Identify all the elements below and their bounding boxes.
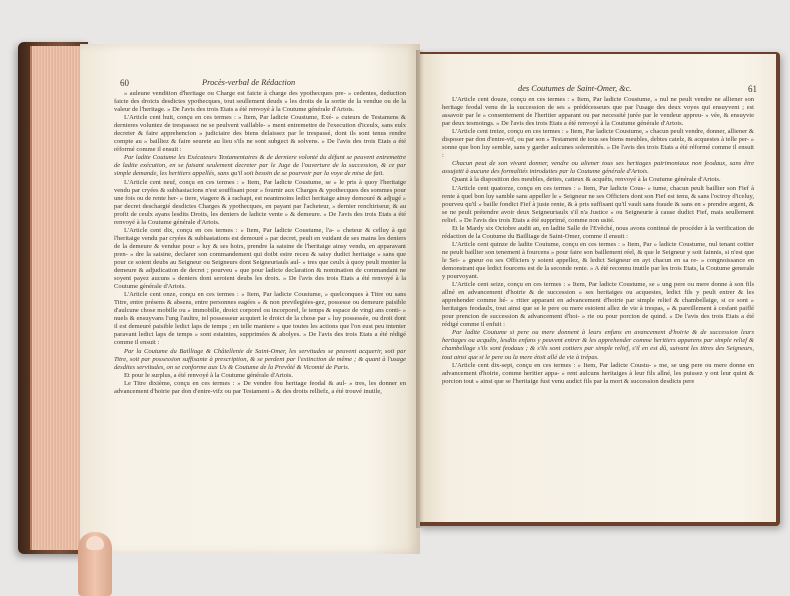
paragraph: L'Article cent huit, conçu en ces termes : » Item, Par ladicte Coustume, Exé- » cuteurs de Testamens & dernieres voluntez de trespassez ne se peulvent vaillable- » ment entremettre de l'execution d'iceulx, sans eulx decreter & faire apprehencion » judiciaire des biens delaissez par le trespassé, dont ils sont tenus rendre compte au » bailliez & faire seurete au lieu s'ils ne sont subgect & solvens. » De l'avis des trois Etats a été réformé comme il ensuit : <box>114 114 406 154</box>
paragraph: L'Article cent dix-sept, conçu en ces termes : » Item, Par ladicte Coustu- » me, se ung pere ou mere donne en advancement d'hoirie, comme heritier appa- » rent aulcuns heritaiges à leur fils allné, les puissez y ont leur quint & porcion tout » ainsi que se l'heritaige fust venu audict fils par la mort & succession desdicts pere <box>442 361 754 385</box>
paragraph: L'Article cent quatorze, conçu en ces termes : » Item, Par ladicte Cous- » tume, chacun peult baillier son Fief à rente à quel bon luy samble sans appeller le » Seigneur ne ses Officiers dont son Fief est tenu, & sans l'octroy d'iceluy, pourveu qu'il » baille fondict Fief à juste rente, & à pris suffisant qu'il vault sans fraude & sans en » prendre argent, & se ne peult prétendre avoir deux Seigneuriaulx s'il n'a Justice » ou Seigneurie à cause dudict Fief, mais seullement relief. » De l'avis des trois Etats a été supprimé, comme non usité. <box>442 184 754 224</box>
paragraph: L'Article cent douze, conçu en ces termes : » Item, Par ladicte Coustume, » nul ne peult vendre ne alliener son heritage feodal venu de la succession de ses » prédécesseurs que par l'usage des deux voyes qui ensuyvent ; est assavoir par le » consentement de l'heritier apparant ou par necessité jurée par le vendeur appreu- » vée, & ensuyvie par deux tesmoings. » De l'avis des trois Etats a été renvoyé à la Coutume générale d'Artois. <box>442 96 754 128</box>
paragraph: Par ladite Coutume si pere ou mere donnent à leurs enfans en avancement d'hoirie & de succession leurs heritages ou acquêts, lesdits enfans y peuvent entrer & les apprehender comme heritiers apparens par simple relief & chambellage s'ils sont feodaux ; & s'ils sont cottiers par simple relief, s'il en est dû, suivant les titres des Seigneurs, tout ainsi que si le pere ou la mere étoit allé de vie à trépas. <box>442 329 754 361</box>
paragraph: L'Article cent dix, conçu en ces termes : » Item, Par ladicte Coustume, l'a- » cheteur & celluy à qui l'heritaige vendu par cryées & subhastations est demouré » par decret, peult en vuidant de ses mains les deniers de la demeure & vendue pour » luy & ses hoirs, prendre la saisine de l'heritaige ainsy vendu, en apparavant pren- » dre la saisine, declarer son commandement qui doibt estre receu & saisy dudict heritaige » sans que pour ce soient deubs au Seigneur ou Seigneurs dont Seigneuriauls aul- » tres que ceulx à quoy peult monter la demeure & adjudication de decret ; pourveu » que pour ladicte declaration & nomination de commandant ne soyent payez aucuns » deniers dont seroient deubs les droix. » De l'avis des trois Etats a été renvoyé à la Coutume générale d'Artois. <box>114 226 406 291</box>
paragraph: Par la Coutume du Bailliage & Châtellenie de Saint-Omer, les servitudes se peuvent acquerir, soit par Titre, soit par possession suffisante à prescription, & se perdent par l'extinction de même ; & quant à l'usage desdites servitudes, on se conforme aux Us & Coutume de la Prevôté & Vicomté de Paris. <box>114 347 406 371</box>
paragraph: L'Article cent neuf, conçu en ces termes : » Item, Par ladicte Coustume, se » le pris à quoy l'heritaige vendu par cryées & subhastacions n'est souffisant pour » fournir aux Charges & ypothecques des sommes pour une fois ou de rente her- » tiere, viagere & à rachapt, est neantmoins ledict heritaige ainsy demouré & adjugé » par decret deschargié desdictes Charges & ypothecques, en payant par l'acheteur, » dernier renchiriseur, & au profit de ceulx ayans lesdits Droits, les deniers de ladicte vente » & demeure. » De l'avis des trois Etats a été renvoyé à la Coutume générale d'Artois. <box>114 178 406 226</box>
left-running-head: Procès-verbal de Rédaction <box>202 78 296 87</box>
paragraph: L'Article cent onze, conçu en ces termes : » Item, Par ladicte Coustume, » quelconques à Titre ou sans Titre, entre présens & absens, entre personnes eagées » & non previlegiées-gez, possesse ou demeure paisible d'aulcune chose mobille ou » immobille, droict corporel ou incorporel, le temps & espace de vingt ans conti- » nuels & ensuyvans l'ung l'aultre, tel possesseur acquiert le droict de la chose par » luy possessée, ou droit dont il est demeuré paisible ledict laps de temps ; en telle maniere » que toutes les actions que l'on eust peu intenter paravant ledict laps de temps » sont estaintes, supprimées & abolyes. » De l'avis des trois Etats a été rédigé comme il ensuit : <box>114 291 406 347</box>
paragraph: » auleune vendition d'heritage ou Charge est faicte à charge des ypothecques pre- » cedentes, deduction faicte des droicts desdictes ypothecques, tout seullement deuds » les droits de la sortie de la vendue ou de la valeur de l'heritage. » De l'avis des trois Etats a été renvoyé à la Coutume générale d'Artois. <box>114 90 406 114</box>
thumbnail <box>86 536 104 550</box>
right-page <box>420 54 776 522</box>
paragraph: L'Article cent quinze de ladite Coutume, conçu en ces termes : » Item, Par » ladicte Coustume, nul tenant cottier ne peult baillier son tenement à fourcens » pour faire son baillement réel, & que le Seigneur y soit fainnis, si n'est que le Sei- » gneur ou ses Officiers y soient appellez, & ledict Seigneur en ayt chacun en sa re- » congnoissance en demonstrant que ledict fourcens est de la seconde rente. » A été reconnu inutile par les trois Etats, la Coutume generale y pourvoyant. <box>442 240 754 281</box>
paragraph: L'Article cent treize, conçu en ces termes : » Item, Par ladicte Coustume, » chacun peult vendre, donner, alliener & disposer par don d'entre-vif, ou par son » Testament de tous ses biens meubles, debtes catelz, & acquestes à telle per- » sonne que bon luy semble, sans y garder aulcunes solemnités. » De l'avis des trois Etats a été réformé comme il ensuit : <box>442 128 754 160</box>
left-page <box>80 44 420 554</box>
right-running-head: des Coutumes de Saint-Omer, &c. <box>518 84 632 93</box>
paragraph: Le Titre dixième, conçu en ces termes : » De vendre fou heritage feodal & aul- » tres, les donner en advancement d'hoirie par don d'entre-vifz ou par Testament » & des droits relliefz, a été trouvé inutile, <box>114 379 406 395</box>
paragraph: Quant à la disposition des meubles, dettes, catteux & acquêts, renvoyé à la Coutume générale d'Artois. <box>452 176 721 184</box>
paragraph: Et pour le surplus, a été renvoyé à la Coutume générale d'Artois. <box>124 371 293 379</box>
right-page-number: 61 <box>748 84 757 94</box>
book-gutter-shadow <box>416 50 424 528</box>
paragraph: Et le Mardy six Octobre audit an, en ladite Salle de l'Evêché, nous avons continué de procéder à la verification de rédaction de la Coutume du Bailliage de Saint-Omer, comme il ensuit : <box>442 224 754 240</box>
left-page-body <box>114 90 406 396</box>
paragraph: Chacun peut de son vivant donner, vendre ou aliener tous ses heritages patrimoniaux non feodaux, sans être assujetti à aucune des formalités introduites par la Coutume générale d'Artois. <box>442 160 754 176</box>
paragraph: L'Article cent seize, conçu en ces termes : » Item, Par ladicte Coustume, se » ung pere ou mere donne à son fils allné en advancement d'hoirie & de succession » ses heritaiges ou acquestes, ledict fils y peult entrer & les apprehender comme hé- » ritier apparant en advancement d'hoirie par simple relief & chambellaige, si ce sont » heritaiges feodaulx, tout ainsi que se le pere ou mere estoient allez de vie à trespas, » & pareillement à cesfant paiflé pour prencion de succession & advancement d'hoi- » rie ou pour porcion de quind. » De l'avis des trois Etats a été rédigé comme il enfuit : <box>442 281 754 329</box>
paragraph: Par ladite Coutume les Exécuteurs Testamentaires & de derniere volonté du défunt se peuvent entremettre de ladite exécution, en se faisant seulement decreter par le Juge de l'ouverture de la succession, & ce par simple demande, les heritiers appellés, sans qu'il soit besoin de se pourvoir par la voye de mise de fait. <box>114 154 406 178</box>
right-page-body <box>442 96 754 386</box>
page-edges <box>30 46 82 550</box>
left-page-number: 60 <box>120 78 129 88</box>
